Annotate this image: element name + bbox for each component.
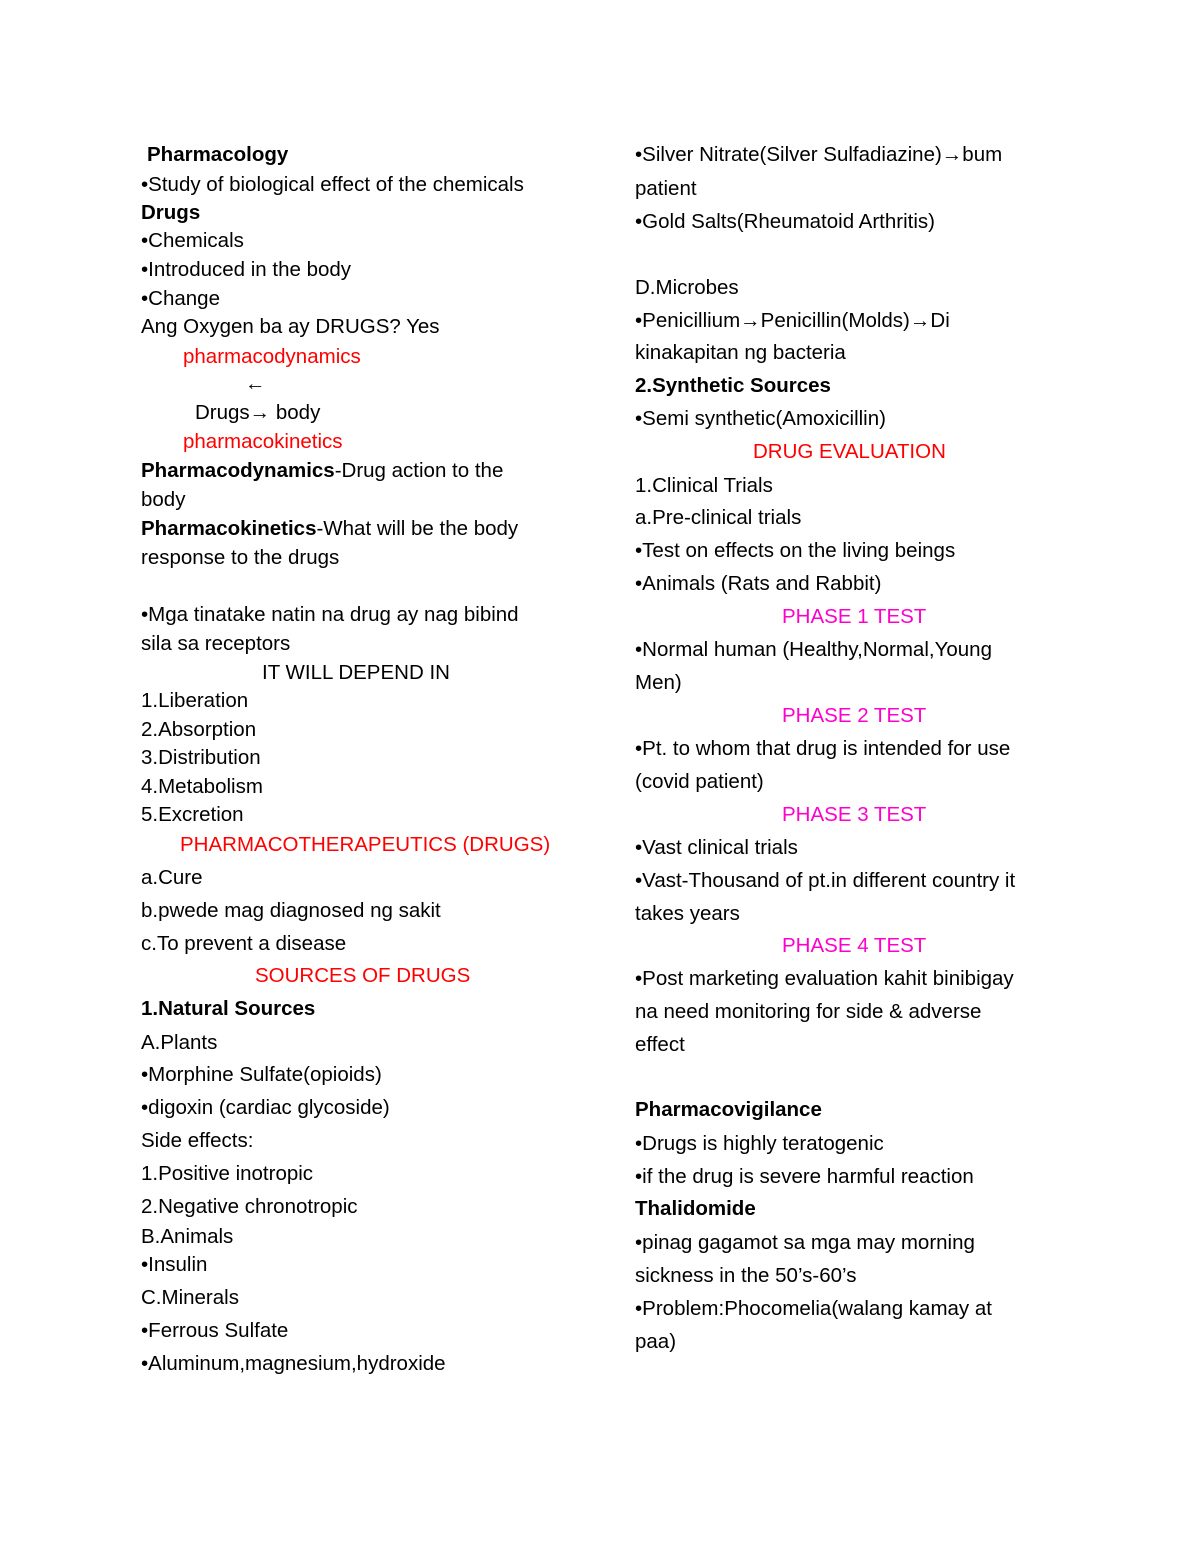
text-line: takes years [635, 902, 740, 925]
list-item: 5.Excretion [141, 803, 244, 826]
depend-heading: IT WILL DEPEND IN [262, 661, 450, 684]
text-line: patient [635, 177, 697, 200]
synthetic-sources-heading: 2.Synthetic Sources [635, 374, 831, 397]
list-item: •Morphine Sulfate(opioids) [141, 1063, 382, 1086]
list-item: 4.Metabolism [141, 775, 263, 798]
text-line: body [141, 488, 186, 511]
text-line: •Introduced in the body [141, 258, 352, 281]
text-line: na need monitoring for side & adverse [635, 1000, 982, 1023]
left-arrow: ← [245, 372, 266, 395]
list-item: a.Pre-clinical trials [635, 506, 802, 529]
list-item: a.Cure [141, 866, 203, 889]
text-line: •Normal human (Healthy,Normal,Young [635, 638, 992, 661]
list-item: •Animals (Rats and Rabbit) [635, 572, 882, 595]
thalidomide-heading: Thalidomide [635, 1197, 756, 1220]
list-item: •if the drug is severe harmful reaction [635, 1165, 974, 1188]
text-line: •Problem:Phocomelia(walang kamay at [635, 1297, 992, 1320]
text-line: •Vast clinical trials [635, 836, 798, 859]
phase-4-heading: PHASE 4 TEST [782, 934, 927, 957]
text-line: •Post marketing evaluation kahit binibigay [635, 967, 1014, 990]
text-line: Ang Oxygen ba ay DRUGS? Yes [141, 315, 440, 338]
list-item: c.To prevent a disease [141, 932, 347, 955]
text-line: sila sa receptors [141, 632, 291, 655]
list-item: B.Animals [141, 1225, 234, 1248]
list-item: D.Microbes [635, 276, 739, 299]
list-item: b.pwede mag diagnosed ng sakit [141, 899, 441, 922]
list-item: •Insulin [141, 1253, 208, 1276]
text-line: •Chemicals [141, 229, 244, 252]
text-line: response to the drugs [141, 546, 340, 569]
pharmacotherapeutics-heading: PHARMACOTHERAPEUTICS (DRUGS) [180, 833, 551, 856]
list-item: 1.Positive inotropic [141, 1162, 314, 1185]
text-line: •Silver Nitrate(Silver Sulfadiazine)→bum [635, 143, 1003, 166]
list-item: •Ferrous Sulfate [141, 1319, 289, 1342]
list-item: 2.Absorption [141, 718, 257, 741]
text-line: kinakapitan ng bacteria [635, 341, 846, 364]
text-line: sickness in the 50’s-60’s [635, 1264, 857, 1287]
list-item: C.Minerals [141, 1286, 239, 1309]
text-line: •Vast-Thousand of pt.in different country it [635, 869, 1016, 892]
text-line: •Study of biological effect of the chemicals [141, 173, 524, 196]
pharmacodynamics-label: pharmacodynamics [183, 345, 361, 368]
text-line: •Gold Salts(Rheumatoid Arthritis) [635, 210, 935, 233]
list-item: 2.Negative chronotropic [141, 1195, 358, 1218]
list-item: •Semi synthetic(Amoxicillin) [635, 407, 886, 430]
list-item: •Aluminum,magnesium,hydroxide [141, 1352, 446, 1375]
text-line: •Change [141, 287, 220, 310]
drug-evaluation-heading: DRUG EVALUATION [753, 440, 946, 463]
drugs-heading: Drugs [141, 201, 201, 224]
natural-sources-heading: 1.Natural Sources [141, 997, 316, 1020]
text-line: •pinag gagamot sa mga may morning [635, 1231, 975, 1254]
sources-heading: SOURCES OF DRUGS [255, 964, 471, 987]
list-item: •digoxin (cardiac glycoside) [141, 1096, 390, 1119]
list-item: Side effects: [141, 1129, 254, 1152]
definition-line: Pharmacodynamics-Drug action to the [141, 459, 504, 482]
pharmacology-title: Pharmacology [147, 143, 289, 166]
pharmacovigilance-heading: Pharmacovigilance [635, 1098, 822, 1121]
list-item: 1.Clinical Trials [635, 474, 773, 497]
drugs-body-line: Drugs→ body [195, 401, 321, 424]
text-line: •Mga tinatake natin na drug ay nag bibind [141, 603, 519, 626]
list-item: •Drugs is highly teratogenic [635, 1132, 884, 1155]
list-item: A.Plants [141, 1031, 218, 1054]
phase-1-heading: PHASE 1 TEST [782, 605, 927, 628]
definition-line: Pharmacokinetics-What will be the body [141, 517, 519, 540]
text-line: •Pt. to whom that drug is intended for use [635, 737, 1011, 760]
text-line: (covid patient) [635, 770, 764, 793]
text-line: •Penicillium→Penicillin(Molds)→Di [635, 309, 950, 332]
text-line: effect [635, 1033, 685, 1056]
phase-3-heading: PHASE 3 TEST [782, 803, 927, 826]
list-item: •Test on effects on the living beings [635, 539, 956, 562]
list-item: 3.Distribution [141, 746, 261, 769]
pharmacokinetics-label: pharmacokinetics [183, 430, 343, 453]
list-item: 1.Liberation [141, 689, 249, 712]
text-line: paa) [635, 1330, 677, 1353]
text-line: Men) [635, 671, 682, 694]
phase-2-heading: PHASE 2 TEST [782, 704, 927, 727]
